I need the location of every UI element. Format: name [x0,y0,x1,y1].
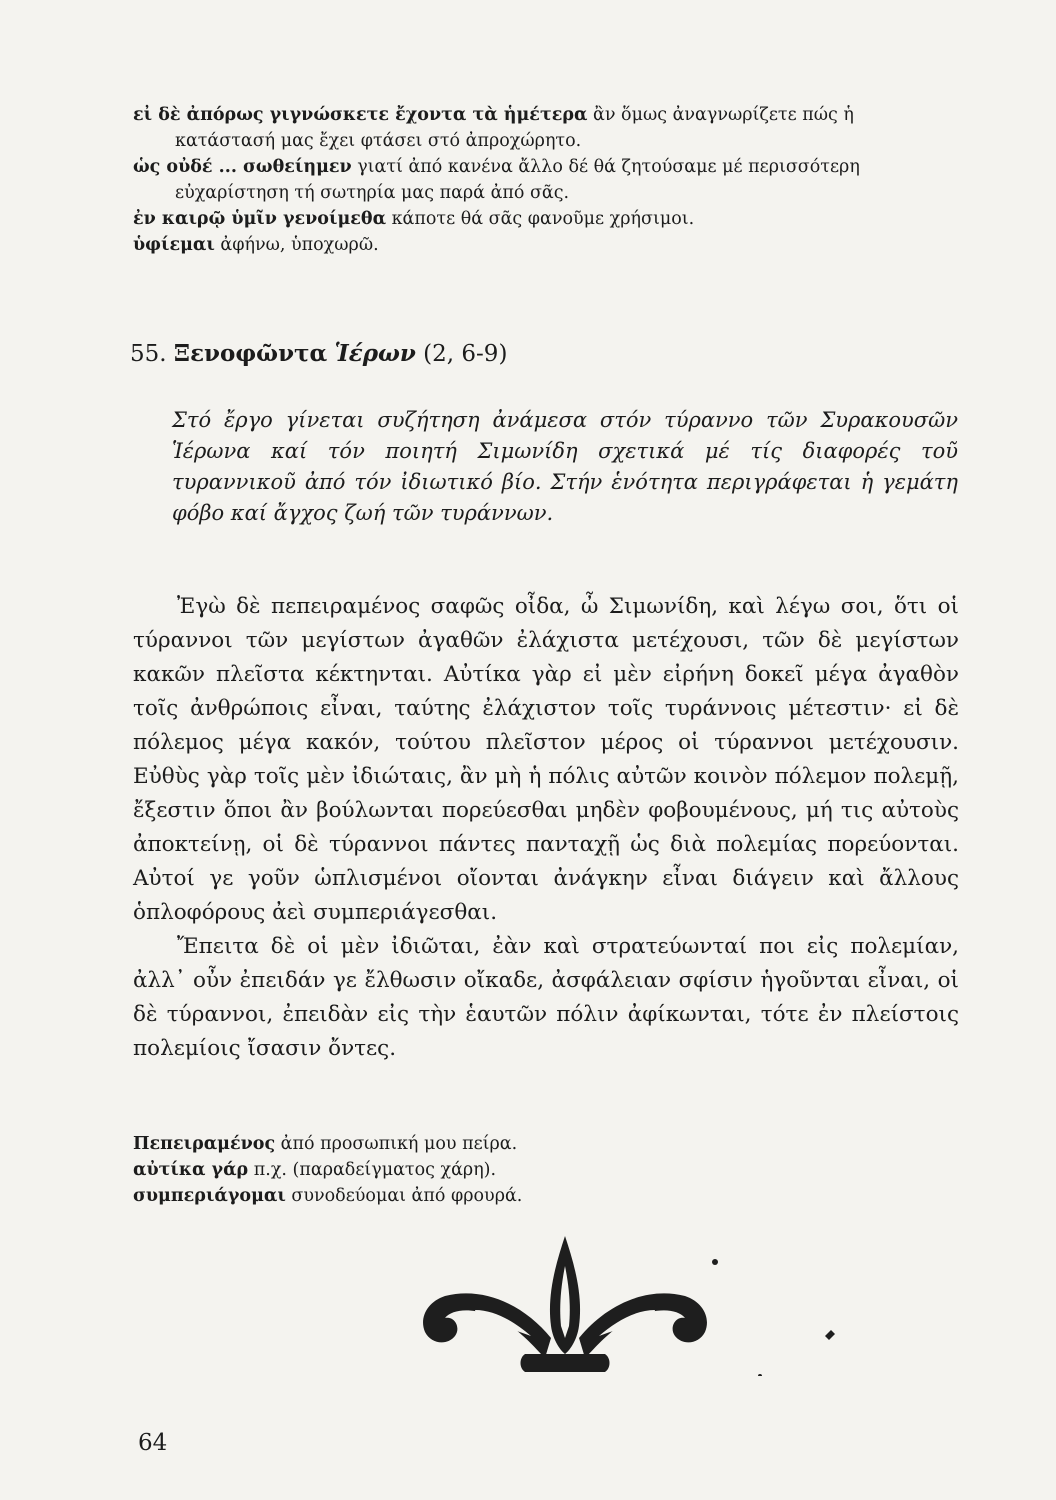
section-reference: (2, 6-9) [423,341,508,367]
glossary-term: Πεπειραμένος [133,1134,276,1154]
glossary-entry [133,1183,933,1209]
section-work-title: Ἱέρων [334,340,416,367]
glossary-term: αὐτίκα γάρ [133,1160,249,1180]
glossary-entry [133,232,933,258]
glossary-entry [133,154,933,206]
page-number: 64 [138,1430,168,1456]
section-heading [130,338,507,370]
glossary-term: ὑφίεμαι [133,235,215,255]
section-introduction: Στό ἔργο γίνεται συζήτηση ἀνάμεσα στόν τύραννο τῶν Συρακουσῶν Ἱέρωνα καί τόν ποιητή Σιμωνίδη σχετικά μέ τίς διαφορές τοῦ τυραννικοῦ ἀπό τόν ἰδιωτικό βίο. Στήν ἑνότητα περιγράφεται ἡ γεμάτη φόβο καί ἄγχος ζωή τῶν τυράννων. [172,408,958,525]
glossary-term: ἐν καιρῷ ὑμῖν γενοίμεθα [133,209,387,229]
ancient-greek-text [133,590,959,1066]
greek-paragraph: Ἔπειτα δὲ οἱ μὲν ἰδιῶται, ἐὰν καὶ στρατεύωνταί ποι εἰς πολεμίαν, ἀλλ᾽ οὖν ἐπειδάν γε ἔλθωσιν οἴκαδε, ἀσφάλειαν σφίσιν ἡγοῦνται εἶναι, οἱ δὲ τύραννοι, ἐπειδὰν εἰς τὴν ἑαυτῶν πόλιν ἀφίκωνται, τότε ἐν πλείστοις πολεμίοις ἴσασιν ὄντες. [133,934,959,1061]
glossary-definition: π.χ. (παραδείγματος χάρη). [248,1160,497,1180]
glossary-entry [133,1157,933,1183]
bottom-glossary [133,1131,933,1209]
glossary-term: συμπεριάγομαι [133,1186,286,1206]
top-glossary [133,102,933,258]
glossary-definition: συνοδεύομαι ἀπό φρουρά. [285,1186,523,1206]
glossary-entry [133,206,933,232]
glossary-definition: ἂν ὅμως ἀναγνωρίζετε πώς ἡ κατάστασή μας ἔχει φτάσει στό ἀπροχώρητο. [175,105,854,151]
glossary-entry [133,1131,933,1157]
glossary-term: ὡς οὐδέ ... σωθείημεν [133,157,352,177]
greek-paragraph: Ἐγὼ δὲ πεπειραμένος σαφῶς οἶδα, ὦ Σιμωνίδη, καὶ λέγω σοι, ὅτι οἱ τύραννοι τῶν μεγίστων ἀγαθῶν ἐλάχιστα μετέχουσι, τῶν δὲ μεγίστων κακῶν πλεῖστα κέκτηνται. Αὐτίκα γὰρ εἰ μὲν εἰρήνη δοκεῖ μέγα ἀγαθὸν τοῖς ἀνθρώποις εἶναι, ταύτης ἐλάχιστον τοῖς τυράννοις μέτεστιν· εἰ δὲ πόλεμος μέγα κακόν, τούτου πλεῖστον μέρος οἱ τύραννοι μετέχουσιν. Εὐθὺς γὰρ τοῖς μὲν ἰδιώταις, ἂν μὴ ἡ πόλις αὐτῶν κοινὸν πόλεμον πολεμῇ, ἔξεστιν ὅποι ἂν βούλωνται πορεύεσθαι μηδὲν φοβουμένους, μή τις αὐτοὺς ἀποκτείνῃ, οἱ δὲ τύραννοι πάντες πανταχῇ ὡς διὰ πολεμίας πορεύονται. Αὐτοί γε γοῦν ὡπλισμένοι οἴονται ἀνάγκην εἶναι διάγειν καὶ ἄλλους ὁπλοφόρους ἀεὶ συμπεριάγεσθαι. [133,594,959,925]
glossary-definition: γιατί ἀπό κανένα ἄλλο δέ θά ζητούσαμε μέ περισσότερη εὐχαρίστηση τή σωτηρία μας παρά ἀπό σᾶς. [175,157,860,203]
floral-ornament-icon [415,1226,875,1376]
glossary-term: εἰ δὲ ἀπόρως γιγνώσκετε ἔχοντα τὰ ἡμέτερα [133,105,588,125]
glossary-definition: ἀπό προσωπική μου πείρα. [275,1134,518,1154]
glossary-definition: κάποτε θά σᾶς φανοῦμε χρήσιμοι. [386,209,695,229]
glossary-definition: ἀφήνω, ὑποχωρῶ. [214,235,379,255]
section-author: Ξενοφῶντα [173,340,328,367]
section-number: 55. [130,341,167,367]
glossary-entry [133,102,933,154]
